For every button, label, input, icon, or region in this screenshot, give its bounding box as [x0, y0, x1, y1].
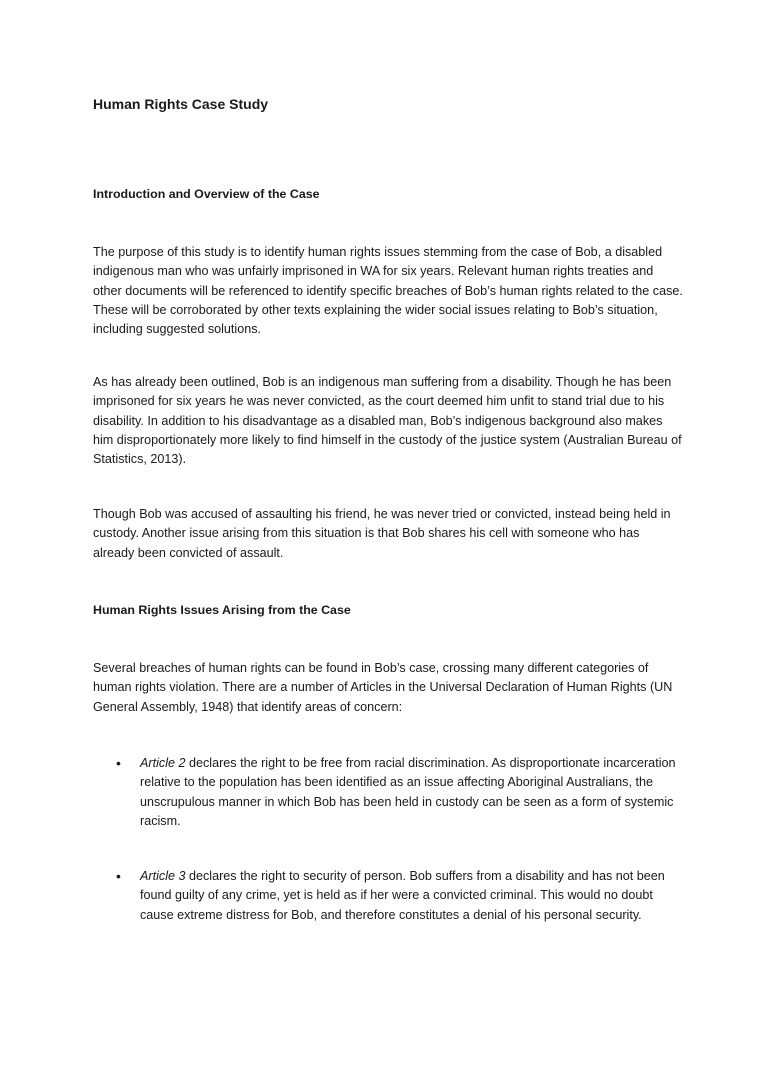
bullet-text: declares the right to be free from racial discrimination. As disproportionate incarceration relative to the population has been identified as an issue affecting Aboriginal Australians, the unscrupulous manner in which Bob has been held in custody can be seen as a form of systemic racism. — [140, 756, 676, 828]
bullet-list-article-2 — [93, 754, 683, 831]
article-reference: Article 2 — [140, 756, 186, 770]
document-title: Human Rights Case Study — [93, 96, 269, 112]
paragraph-purpose: The purpose of this study is to identify human rights issues stemming from the case of Bob, a disabled indigenous man who was unfairly imprisoned in WA for six years. Relevant human rights treaties and other documents will be referenced to identify specific breaches of Bob’s human rights related to the case. These will be corroborated by other texts explaining the wider social issues relating to Bob’s situation, including suggested solutions. — [93, 245, 683, 337]
paragraph-breaches: Several breaches of human rights can be found in Bob’s case, crossing many different categories of human rights violation. There are a number of Articles in the Universal Declaration of Human Rights (UN General Assembly, 1948) that identify areas of concern: — [93, 661, 673, 714]
bullet-icon: • — [116, 755, 121, 771]
bullet-icon: • — [116, 868, 121, 884]
list-item — [93, 754, 683, 831]
bullet-text: declares the right to security of person. Bob suffers from a disability and has not been found guilty of any crime, yet is held as if her were a convicted criminal. This would no doubt cause extreme distress for Bob, and therefore constitutes a denial of his personal security. — [140, 869, 665, 922]
bullet-list-article-3 — [93, 867, 683, 925]
section-heading-issues: Human Rights Issues Arising from the Case — [93, 603, 351, 617]
list-item — [93, 867, 683, 925]
paragraph-background: As has already been outlined, Bob is an indigenous man suffering from a disability. Though he has been imprisoned for six years he was never convicted, as the court deemed him unfit to stand trial due to his disability. In addition to his disadvantage as a disabled man, Bob’s indigenous background also makes him disproportionately more likely to find himself in the custody of the justice system (Australian Bureau of Statistics, 2013). — [93, 375, 682, 467]
section-heading-introduction: Introduction and Overview of the Case — [93, 187, 320, 201]
paragraph-custody: Though Bob was accused of assaulting his friend, he was never tried or convicted, instead being held in custody. Another issue arising from this situation is that Bob shares his cell with someone who has already been convicted of assault. — [93, 507, 671, 560]
article-reference: Article 3 — [140, 869, 186, 883]
